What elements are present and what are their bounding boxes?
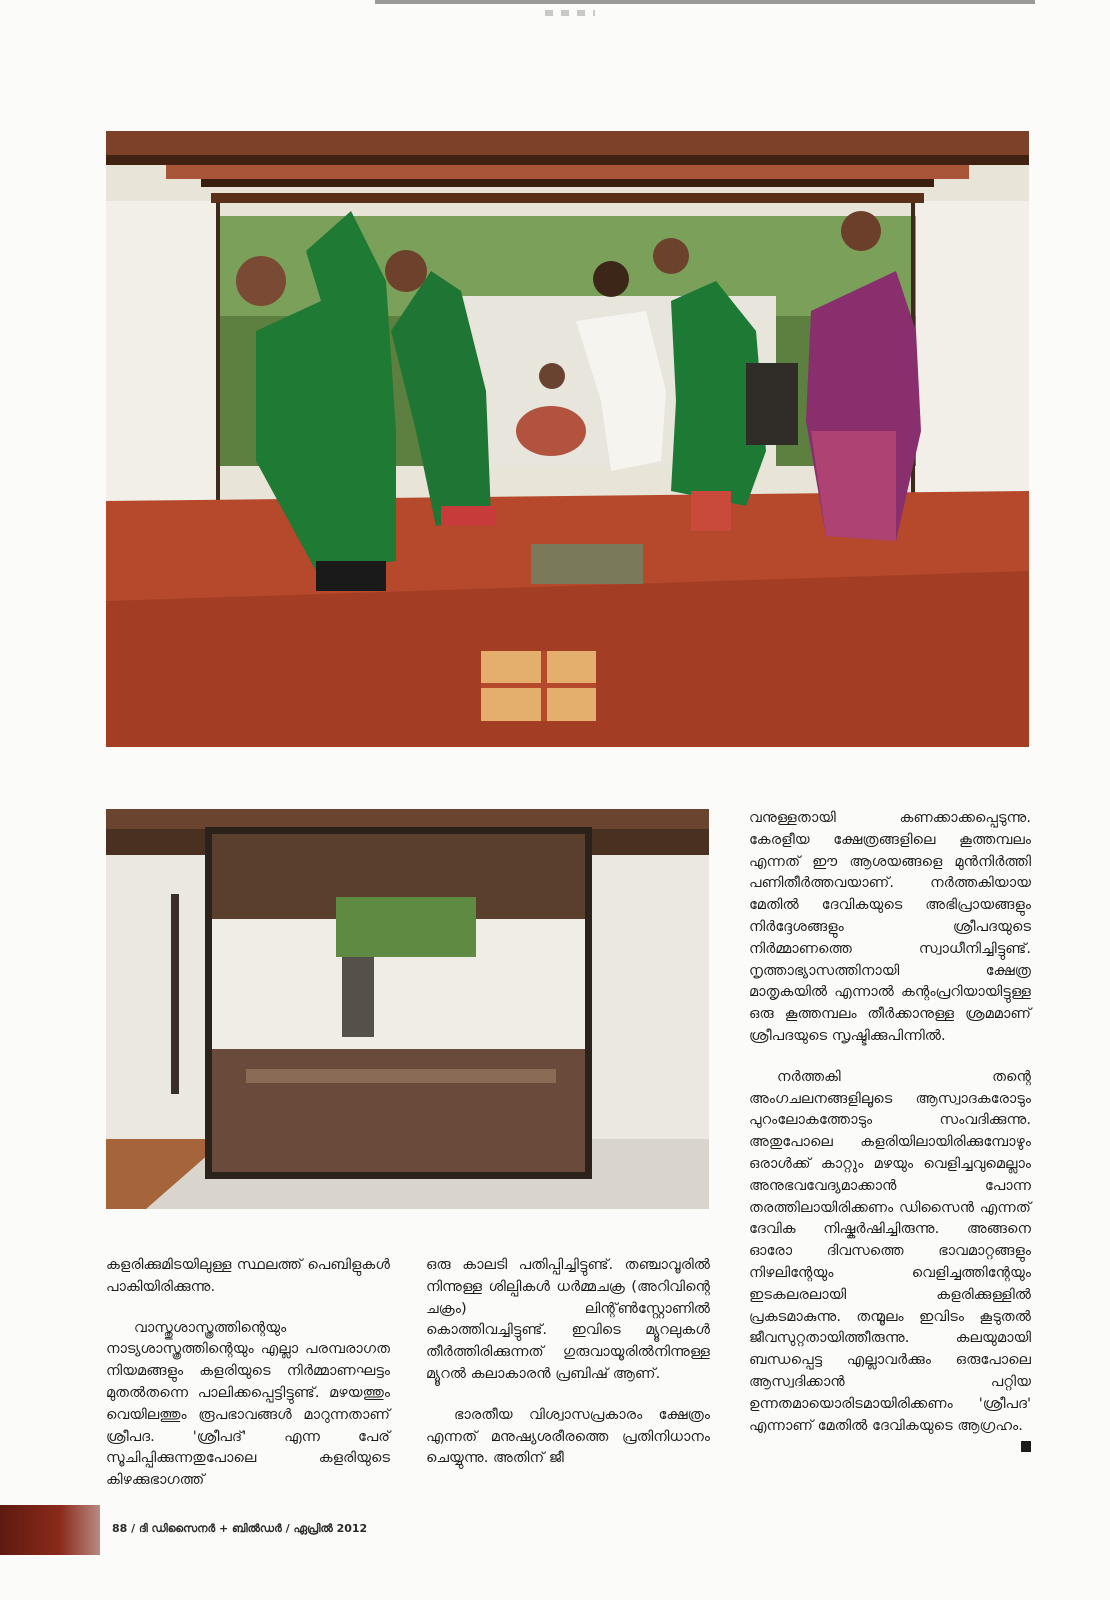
article-column-left [106, 1254, 390, 1491]
article-paragraph: വാസ്തുശാസ്ത്രത്തിന്റെയും നാട്യശാസ്ത്രത്തിന്റെയും എല്ലാ പരമ്പരാഗത നിയമങ്ങളും കളരിയുടെ നിർമ്മാണഘട്ടം മുതൽതന്നെ പാലിക്കപ്പെട്ടിട്ടുണ്ട്. മഴയത്തും വെയിലത്തും രൂപഭാവങ്ങൾ മാറുന്നതാണ് ശ്രീപദ. 'ശ്രീപദ്' എന്ന പേര് സൂചിപ്പിക്കുന്നതുപോലെ കളരിയുടെ കിഴക്കുഭാഗത്ത് [106, 1318, 390, 1489]
end-of-article-mark [1021, 1441, 1031, 1452]
dance-practice-photo [106, 131, 1029, 747]
article-column-middle [426, 1254, 710, 1469]
article-paragraph: നർത്തകി തന്റെ അംഗചലനങ്ങളിലൂടെ ആസ്വാദകരോടും പുറംലോകത്തോടും സംവദിക്കുന്നു. അതുപോലെ കളരിയിലായിരിക്കുമ്പോഴും ഒരാൾക്ക് കാറ്റും മഴയും വെളിച്ചവുമെല്ലാം അനുഭവവേദ്യമാക്കാൻ പോന്ന തരത്തിലായിരിക്കണം ഡിസൈൻ എന്നത് ദേവിക നിഷ്കർഷിച്ചിരുന്നു. അങ്ങനെ ഓരോ ദിവസത്തെ ഭാവമാറ്റങ്ങളും നിഴലിന്റേയും വെളിച്ചത്തിന്റേയും ഇടകലരലായി കളരിക്കുള്ളിൽ പ്രകടമാകുന്നു. തന്മൂലം ഇവിടം കൂടുതൽ ജീവസുറ്റതായിത്തീരുന്നു. കലയുമായി ബന്ധപ്പെട്ട എല്ലാവർക്കും ഒരുപോലെ ആസ്വദിക്കാൻ പറ്റിയ ഉന്നതമായൊരിടമായിരിക്കണം 'ശ്രീപദ' എന്നാണ് മേതിൽ ദേവികയുടെ ആഗ്രഹം. [749, 1067, 1031, 1434]
top-marks [545, 10, 595, 16]
article-paragraph: വനുള്ളതായി കണക്കാക്കപ്പെടുന്നു. കേരളീയ ക്ഷേത്രങ്ങളിലെ കൂത്തമ്പലം എന്നത് ഈ ആശയങ്ങളെ മുൻനിർത്തി പണിതീർത്തവയാണ്. നർത്തകിയായ മേതിൽ ദേവികയുടെ അഭിപ്രായങ്ങളും നിർദ്ദേശങ്ങളും ശ്രീപദയുടെ നിർമ്മാണത്തെ സ്വാധീനിച്ചിട്ടുണ്ട്. നൃത്താഭ്യാസത്തിനായി ക്ഷേത്ര മാതൃകയിൽ എന്നാൽ കന്റംപ്രറിയായിട്ടുള്ള ഒരു കൂത്തമ്പലം തീർക്കാനുള്ള ശ്രമമാണ് ശ്രീപദയുടെ സൃഷ്ടിക്കുപിന്നിൽ. [749, 809, 1031, 1044]
top-rule [375, 0, 1035, 4]
article-column-right [749, 807, 1031, 1452]
practice-hall-mirror-photo [106, 809, 709, 1209]
page-footer: 88 / ദി ഡിസൈനർ + ബിൽഡർ / ഏപ്രിൽ 2012 [112, 1522, 368, 1535]
footer-color-bar [0, 1505, 100, 1555]
article-paragraph: കളരിക്കുമിടയിലുള്ള സ്ഥലത്ത് പെബിളുകൾ പാകിയിരിക്കുന്നു. [106, 1256, 390, 1295]
article-paragraph: ഭാരതീയ വിശ്വാസപ്രകാരം ക്ഷേത്രം എന്നത് മനുഷ്യശരീരത്തെ പ്രതിനിധാനം ചെയ്യുന്നു. അതിന് ജീ [426, 1405, 710, 1467]
article-paragraph: ഒരു കാലടി പതിപ്പിച്ചിട്ടുണ്ട്. തഞ്ചാവൂരിൽ നിന്നുള്ള ശില്പികൾ ധർമ്മചക്ര (അറിവിന്റെ ചക്രം) ലിന്റ്ൺസ്റ്റോണിൽ കൊത്തിവച്ചിട്ടുണ്ട്. ഇവിടെ മ്യൂറലുകൾ തീർത്തിരിക്കുന്നത് ഗുരുവായൂരിൽനിന്നുള്ള മ്യൂറൽ കലാകാരൻ പ്രബിഷ് ആണ്. [426, 1256, 710, 1382]
